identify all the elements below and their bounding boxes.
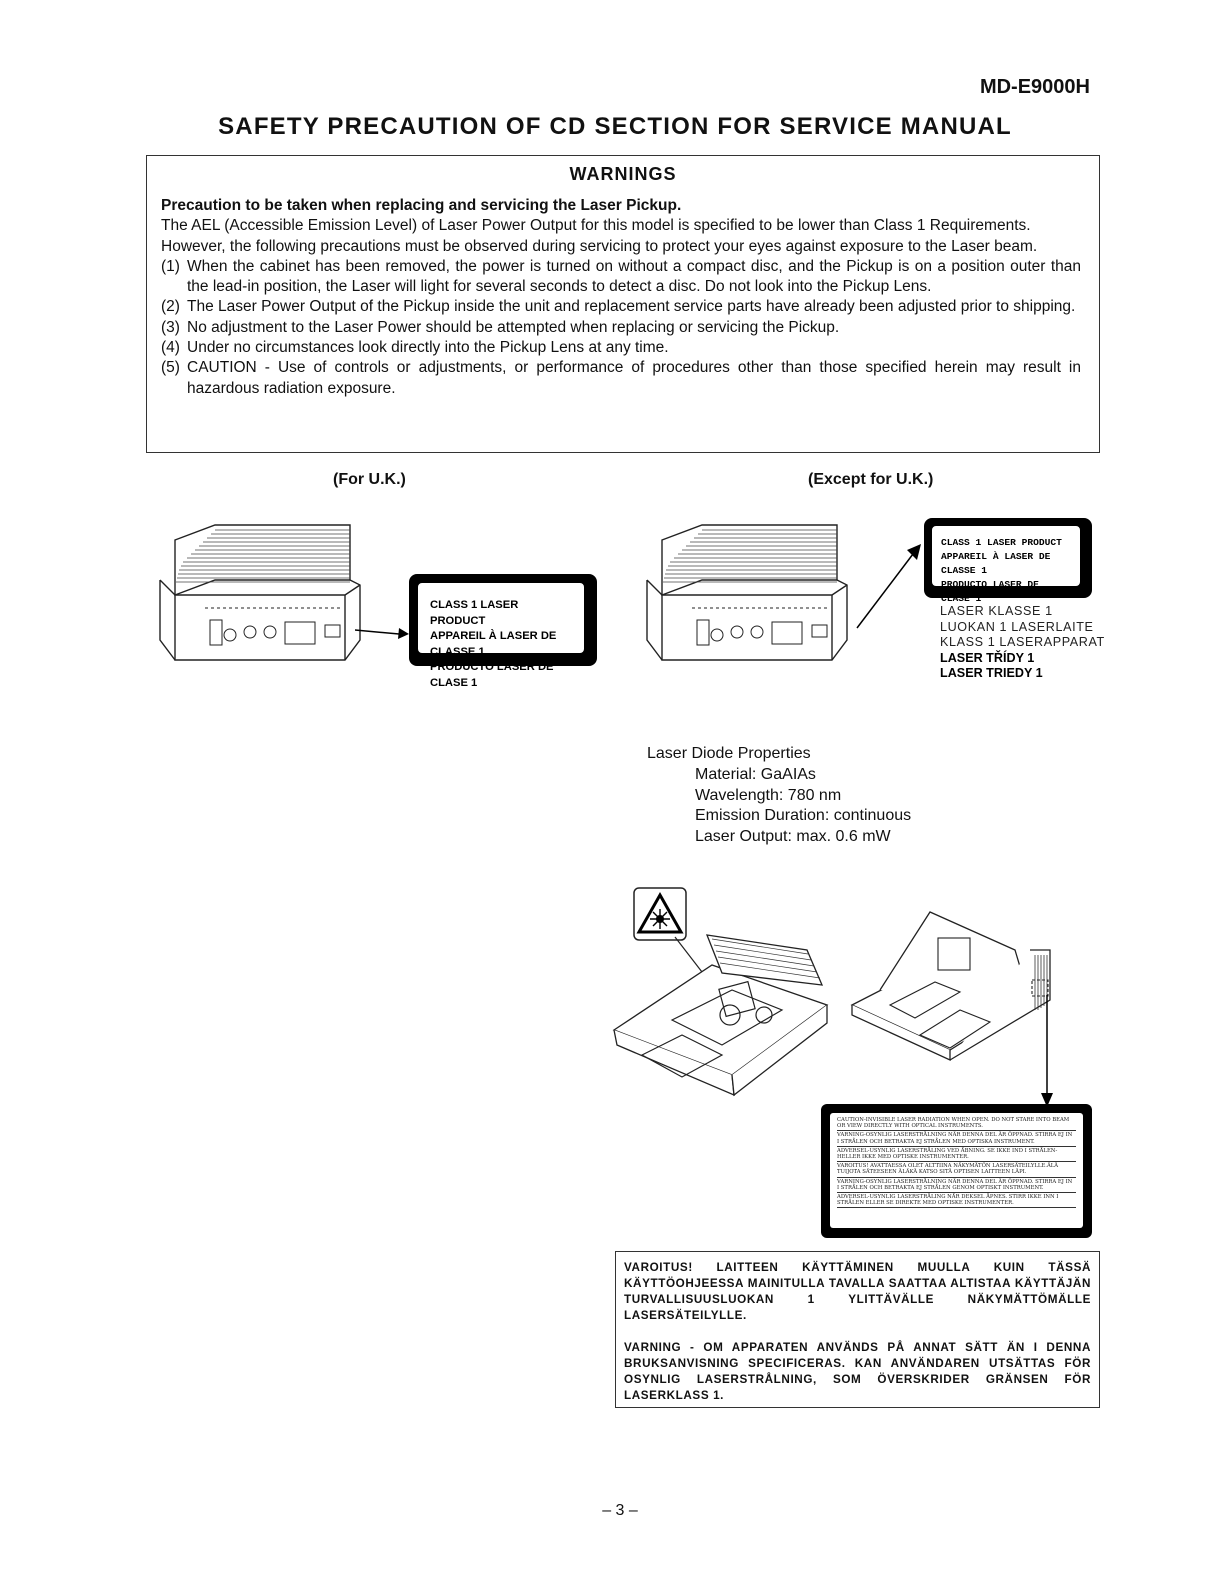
diode-property: Wavelength: 780 nm xyxy=(695,786,842,804)
label-line: APPAREIL À LASER DE CLASSE 1 xyxy=(430,630,557,658)
caption-except-uk: (Except for U.K.) xyxy=(808,471,934,488)
warnings-subheading: Precaution to be taken when replacing and servicing the Laser Pickup. xyxy=(161,197,682,214)
warning-text: The Laser Power Output of the Pickup inside the unit and replacement service parts have already been adjusted prior to shipping. xyxy=(187,298,1076,316)
translation-line: LUOKAN 1 LASERLAITE xyxy=(940,619,1094,634)
cd-mechanism-illustration xyxy=(612,905,840,1100)
caution-line: CAUTION-INVISIBLE LASER RADIATION WHEN OPEN. DO NOT STARE INTO BEAM OR VIEW DIRECTLY WITH OPTICAL INSTRUMENTS. xyxy=(837,1117,1076,1131)
caution-line: VARNING-OSYNLIG LASERSTRÅLNING NÄR DENNA DEL ÄR ÖPPNAD. STIRRA EJ IN I STRÅLEN OCH BETRAKTA EJ STRÅLEN MED OPTISKA INSTRUMENT. xyxy=(837,1132,1076,1146)
diode-title: Laser Diode Properties xyxy=(647,745,811,762)
translation-line: KLASS 1 LASERAPPARAT xyxy=(940,635,1105,649)
diode-property: Emission Duration: continuous xyxy=(695,807,912,825)
warnings-box xyxy=(146,155,1100,453)
warning-text: Under no circumstances look directly into the Pickup Lens at any time. xyxy=(187,339,669,357)
warnings-list xyxy=(161,257,1081,399)
warnings-heading: WARNINGS xyxy=(569,164,677,184)
caution-label-text xyxy=(830,1113,1083,1228)
label-line: CLASS 1 LASER PRODUCT xyxy=(941,537,1062,548)
label-pointer-arrow-uk xyxy=(355,620,410,640)
finnish-warning: VAROITUS! LAITTEEN KÄYTTÄMINEN MUULLA KUIN TÄSSÄ KÄYTTÖOHJEESSA MAINITULLA TAVALLA SAATTAA ALTISTAA KÄYTTÄJÄN TURVALLISUUSLUOKAN 1 YLITTÄVÄLLE NÄKYMÄTTÖMÄLLE LASERSÄTEILYLLE. xyxy=(624,1261,1091,1322)
diode-property: Laser Output: max. 0.6 mW xyxy=(695,828,891,846)
translation-line: LASER KLASSE 1 xyxy=(940,604,1053,618)
invisible-radiation-caution-label xyxy=(821,1104,1092,1238)
laser-class-translations xyxy=(940,604,1105,682)
caution-line: VAROITUS! AVATTAESSA OLET ALTTIINA NÄKYMÄTÖN LASERSÄTEILYLLE.ÄLÄ TUIJOTA SÄTEESEEN ÄLÄKÄ KATSO SITÄ OPTISEN LAITTEEN LÄPI. xyxy=(837,1163,1076,1177)
warning-item xyxy=(161,358,1081,399)
warning-item xyxy=(161,318,1081,338)
warning-number: (4) xyxy=(161,339,180,357)
swedish-warning: VARNING - OM APPARATEN ANVÄNDS PÅ ANNAT SÄTT ÄN I DENNA BRUKSANVISNING SPECIFICERAS. KAN ANVÄNDAREN UTSÄTTAS FÖR OSYNLIG LASERSTRÅLNING, SOM ÖVERSKRIDER GRÄNSEN FÖR LASERKLASS 1. xyxy=(624,1341,1091,1402)
page-number: – 3 – xyxy=(602,1502,638,1519)
warnings-intro-1: The AEL (Accessible Emission Level) of Laser Power Output for this model is specified to be lower than Class 1 Requirements. xyxy=(161,217,1031,235)
warning-number: (1) xyxy=(161,257,180,275)
model-number: MD-E9000H xyxy=(979,76,1090,98)
warning-text: CAUTION - Use of controls or adjustments, or performance of procedures other than those specified herein may result in hazardous radiation exposure. xyxy=(187,359,1081,397)
label-line: PRODUCTO LASER DE CLASE 1 xyxy=(941,579,1039,604)
label-line: APPAREIL À LASER DE CLASSE 1 xyxy=(941,551,1051,576)
warning-item xyxy=(161,257,1081,298)
unit-rear-illustration-except-uk xyxy=(632,520,862,680)
translation-line: LASER TŘÍDY 1 xyxy=(940,650,1035,665)
caution-label-pointer-arrow xyxy=(1040,995,1054,1109)
warning-item xyxy=(161,338,1081,358)
warning-number: (3) xyxy=(161,318,180,336)
warnings-body xyxy=(161,196,1081,399)
warning-number: (2) xyxy=(161,298,180,316)
caution-line: VARNING-OSYNLIG LASERSTRÅLNING NÄR DENNA DEL ÄR ÖPPNAD. STIRRA EJ IN I STRÅLEN OCH BETRAKTA EJ STRÅLEN GENOM OPTISKT INSTRUMENT. xyxy=(837,1179,1076,1193)
label-pointer-arrow-except-uk xyxy=(855,540,925,630)
unit-rear-illustration-uk xyxy=(145,520,375,680)
caution-line: ADVERSEL-USYNLIG LASERSTRÅLING VED ÅBNING. SE IKKE IND I STRÅLEN-HELLER IKKE MED OPTISKE INSTRUMENTER. xyxy=(837,1148,1076,1162)
warning-number: (5) xyxy=(161,359,180,377)
label-line: PRODUCTO LASER DE CLASE 1 xyxy=(430,661,554,689)
warning-text: No adjustment to the Laser Power should be attempted when replacing or servicing the Pickup. xyxy=(187,318,840,336)
page-title: SAFETY PRECAUTION OF CD SECTION FOR SERVICE MANUAL xyxy=(218,113,1012,140)
label-line: CLASS 1 LASER PRODUCT xyxy=(430,599,519,627)
caution-line: ADVERSEL-USYNLIG LASERSTRÅLING NÅR DEKSEL ÅPNES. STIRR IKKE INN I STRÅLEN ELLER SE DIREKTE MED OPTISKE INSTRUMENTER. xyxy=(837,1194,1076,1208)
translation-line: LASER TRIEDY 1 xyxy=(940,666,1043,680)
warning-item xyxy=(161,297,1081,317)
caption-for-uk: (For U.K.) xyxy=(333,471,406,488)
nordic-warning-box xyxy=(615,1251,1100,1408)
warnings-intro-2: However, the following precautions must be observed during servicing to protect your eyes against exposure to the Laser beam. xyxy=(161,237,1038,255)
class1-label-except-uk xyxy=(924,518,1092,604)
warning-text: When the cabinet has been removed, the power is turned on without a compact disc, and the Pickup is on a position outer than the lead-in position, the Laser will light for several seconds to detect a disc. Do not look into the Pickup Lens. xyxy=(187,257,1081,296)
class1-label-uk xyxy=(409,574,597,689)
diode-property: Material: GaAIAs xyxy=(695,765,816,783)
laser-diode-properties xyxy=(647,744,911,848)
